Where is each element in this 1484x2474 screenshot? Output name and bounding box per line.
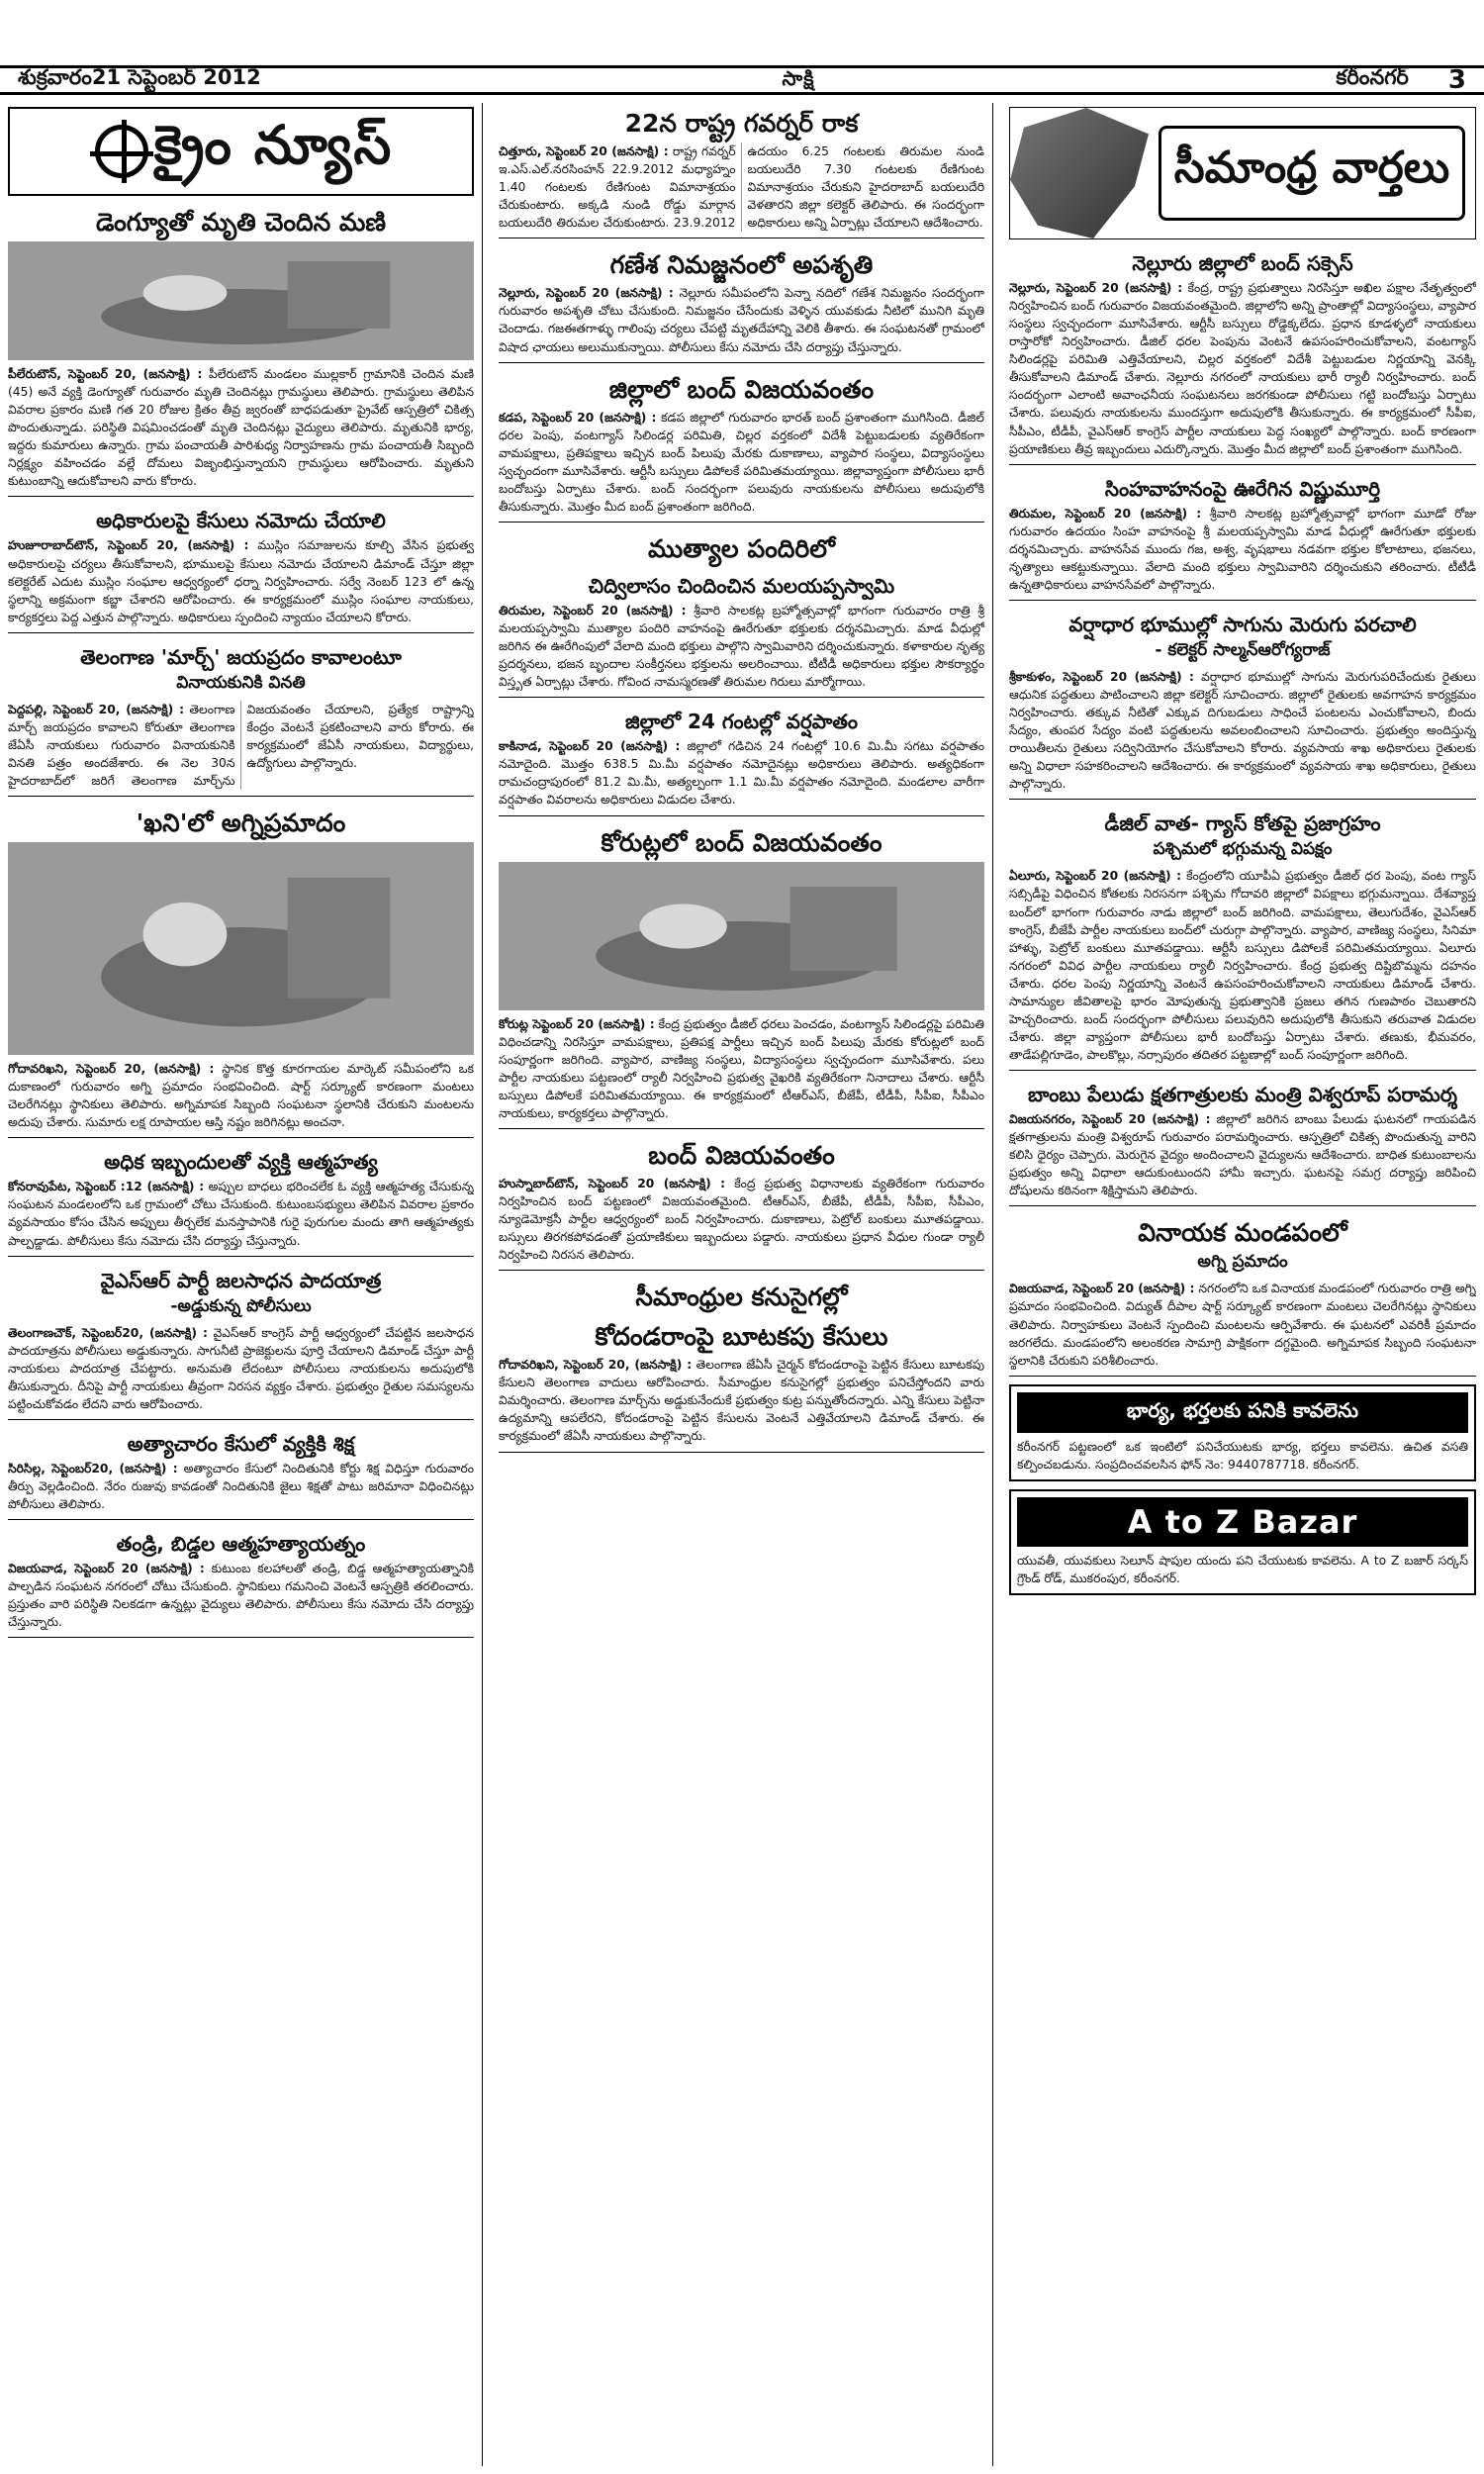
- article-text: కేంద్రంలోని యూపీఏ ప్రభుత్వం డీజిల్ ధర పెంపు, వంట గ్యాస్ సబ్సిడీపై విధించిన కోతలకు నిరసనగా పశ్చిమ గోదావరి జిల్లాలో విపక్షాలు భగ్గుమన్నాయి. దేశవ్యాప్త బంద్‌లో భాగంగా గురువారం నాడు జిల్లాలో బంద్ జరిగింది. వామపక్షాలు, తెలుగుదేశం, వైఎస్ఆర్ కాంగ్రెస్, బీజేపీ పార్టీల నాయకులు బంద్‌లో చురుగ్గా పాల్గొన్నారు. వ్యాపార, వాణిజ్య సంస్థలు, సినిమా హాళ్ళు, పెట్రోల్ బంకులు మూతపడ్డాయి. ఆర్టీసీ బస్సులు డిపోలకే పరిమితమయ్యాయి. ఏలూరు నగరంలో వివిధ పార్టీల నాయకులు ర్యాలీ నిర్వహించారు. కేంద్ర ప్రభుత్వ దిష్టిబొమ్మను దహనం చేశారు. ధరల పెంపు నిర్ణయాన్ని వెంటనే ఉపసంహరించుకోవాలని నాయకులు డిమాండ్ చేశారు. సామాన్యుల జీవితాలపై భారం మోపుతున్న ప్రభుత్వానికి ప్రజలు తగిన గుణపాఠం చెబుతారని హెచ్చరించారు. బంద్ సందర్భంగా పోలీసులు పలువురిని అదుపులోకి తీసుకుని తరువాత విడుదల చేశారు. జిల్లా వ్యాప్తంగా పోలీసులు భారీ బందోబస్తు ఏర్పాటు చేశారు. తణుకు, భీమవరం, తాడేపల్లిగూడెం, పాలకొల్లు, నర్సాపురం తదితర పట్టణాల్లో బంద్ సంపూర్ణంగా జరిగింది.: [1009, 869, 1476, 1062]
- article-body: [8, 365, 474, 490]
- classified-ad-couple: [1009, 1384, 1476, 1481]
- article-body: [8, 1460, 474, 1513]
- newspaper-logo: సాక్షి: [782, 65, 815, 90]
- news-article: [1009, 806, 1476, 1071]
- article-headline: వైఎస్ఆర్ పార్టీ జలసాధన పాదయాత్ర: [100, 1268, 382, 1292]
- news-article: [499, 1316, 984, 1452]
- article-dateline: పీలేరుటౌన్, సెప్టెంబర్ 20, (జనసాక్షి) :: [8, 367, 203, 381]
- article-headline: 'ఖని'లో అగ్నిప్రమాదం: [136, 809, 346, 838]
- article-body: [1009, 668, 1476, 793]
- article-dateline: తిరుమల, సెప్టెంబర్ 20 (జనసాక్షి) :: [1009, 506, 1202, 521]
- article-subheadline: వినాయకునికి వినతి: [176, 672, 306, 693]
- article-text: తెలంగాణ మార్చ్ జయప్రదం కావాలని కోరుతూ తెలంగాణ జేఏసీ నాయకులు గురువారం వినాయకునికి వినతి పత్రం అందజేశారు. ఈ నెల 30న హైదరాబాద్‌లో జరిగే తెలంగాణ మార్చ్‌ను విజయవంతం చేయాలని, ప్రత్యేక రాష్ట్రాన్ని కేంద్రం వెంటనే ప్రకటించాలని వారు కోరారు. ఈ కార్యక్రమంలో జేఏసీ నాయకులు, విద్యార్థులు, ఉద్యోగులు పాల్గొన్నారు.: [8, 702, 474, 788]
- news-article: [8, 1144, 474, 1256]
- article-headline: తెలంగాణ 'మార్చ్' జయప్రదం కావాలంటూ: [80, 644, 402, 669]
- article-text: శ్రీవారి సాలకట్ల బ్రహ్మోత్సవాల్లో భాగంగా మూడో రోజు గురువారం ఉదయం సింహ వాహనంపై శ్రీ మలయప్పస్వామి మాడ వీధుల్లో ఊరేగుతూ భక్తులకు దర్శనమిచ్చారు. వాహనసేవ ముందు గజ, అశ్వ, వృషభాలు నడవగా భక్తుల కోలాటాలు, భజనలు, నృత్యాలు ఆకట్టుకున్నాయి. వేలాది మంది భక్తులు స్వామివారిని దర్శించుకుని తరించారు. టీటీడీ ఉన్నతాధికారులు వాహనసేవలో పాల్గొన్నారు.: [1009, 506, 1476, 592]
- article-headline: వర్షాధార భూముల్లో సాగును మెరుగు పరచాలి: [1068, 612, 1417, 636]
- article-dateline: విజయవాడ, సెప్టెంబర్ 20 (జనసాక్షి) :: [8, 1562, 205, 1576]
- article-headline: కోరుట్లలో బంద్ విజయవంతం: [601, 827, 882, 857]
- article-headline: ముత్యాల పందిరిలో: [648, 533, 835, 563]
- news-article: [499, 568, 984, 698]
- article-text: శ్రీవారి సాలకట్ల బ్రహ్మోత్సవాల్లో భాగంగా గురువారం రాత్రి శ్రీ మలయప్పస్వామి ముత్యాల పందిరి వాహనంపై ఊరేగుతూ భక్తులకు దర్శనమిచ్చారు. మాడ వీధుల్లో జరిగిన ఈ ఊరేగింపులో వేలాది మంది భక్తులు పాల్గొని స్వామివారిని దర్శించుకున్నారు. కళాకారుల నృత్య ప్రదర్శనలు, భజన బృందాల సంకీర్తనలు భక్తులను అలరించాయి. టీటీడీ అధికారులు భక్తుల సౌకర్యార్థం విస్తృత ఏర్పాట్లు చేశారు. గోవింద నామస్మరణతో తిరుమల గిరులు మార్మోగాయి.: [499, 603, 984, 690]
- article-body: [499, 737, 984, 809]
- article-body: [499, 143, 984, 232]
- news-article: [1009, 1077, 1476, 1206]
- article-photo: [8, 842, 474, 1055]
- article-body: [8, 536, 474, 625]
- article-headline: జిల్లాలో 24 గంటల్లో వర్షపాతం: [624, 710, 859, 734]
- article-photo: [8, 241, 474, 360]
- article-text: వైఎస్ఆర్ కాంగ్రెస్ పార్టీ ఆధ్వర్యంలో చేపట్టిన జలసాధన పాదయాత్రను పోలీసులు అడ్డుకున్నారు. సాగునీటి ప్రాజెక్టులను పూర్తి చేయాలని డిమాండ్ చేస్తూ పార్టీ నాయకులు పాదయాత్ర చేపట్టారు. అనుమతి లేదంటూ పోలీసులు నాయకులను అదుపులోకి తీసుకున్నారు. దీనిపై పార్టీ నాయకులు తీవ్రంగా నిరసన వ్యక్తం చేశారు. ప్రభుత్వం రైతుల సమస్యలను పట్టించుకోవడం లేదని వారు ఆరోపించారు.: [8, 1325, 474, 1411]
- news-article: [499, 1277, 984, 1316]
- article-body: [1009, 279, 1476, 458]
- article-body: [499, 409, 984, 516]
- article-text: తెలంగాణ జేఏసీ చైర్మన్ కోదండరాంపై పెట్టిన కేసులు బూటకపు కేసులని తెలంగాణ వాదులు ఆరోపించారు. సీమాంధ్రుల కనుసైగల్లో ప్రభుత్వం పనిచేస్తోందని వారు విమర్శించారు. తెలంగాణ మార్చ్‌ను అడ్డుకునేందుకే ప్రభుత్వం కుట్ర పన్నుతోందన్నారు. ఎన్ని కేసులు పెట్టినా ఉద్యమాన్ని ఆపలేరని, కోదండరాంపై పెట్టిన కేసులను వెంటనే ఎత్తివేయాలని డిమాండ్ చేశారు. ఈ కార్యక్రమంలో జేఏసీ నాయకులు పాల్గొన్నారు.: [499, 1358, 984, 1444]
- seemandhra-news-banner: [1009, 107, 1476, 239]
- article-text: కేంద్ర, రాష్ట్ర ప్రభుత్వాలు నిరసిస్తూ అఖిల పక్షాల నేతృత్వంలో నిర్వహించిన బంద్ గురువారం విజయవంతమైంది. జిల్లాలోని అన్ని ప్రాంతాల్లో విద్యాసంస్థలు, వ్యాపార సంస్థలు స్వచ్ఛందంగా మూసివేశారు. ఆర్టీసీ బస్సులు రోడ్డెక్కలేదు. ప్రధాన కూడళ్ళలో నాయకులు రాస్తారోకో నిర్వహించారు. డీజిల్ ధరల పెంపును వెంటనే ఉపసంహరించుకోవాలని, వంటగ్యాస్ సిలిండర్లపై పరిమితి ఎత్తివేయాలని, చిల్లర వర్తకంలో విదేశీ పెట్టుబడుల నిర్ణయాన్ని వెనక్కి తీసుకోవాలని డిమాండ్ చేశారు. నెల్లూరు నగరంలో నాయకులు భారీ ర్యాలీ నిర్వహించారు. బంద్ సందర్భంగా ఎలాంటి అవాంఛనీయ సంఘటనలు జరగకుండా పోలీసులు గట్టి బందోబస్తు ఏర్పాటు చేశారు. పలువురు నాయకులను ముందస్తుగా అదుపులోకి తీసుకున్నారు. ఈ కార్యక్రమంలో సీపీఐ, సీపీఎం, టీడీపీ, వైఎస్ఆర్ కాంగ్రెస్ పార్టీల నాయకులు పెద్ద సంఖ్యలో పాల్గొన్నారు. బంద్ కారణంగా ప్రయాణికులు తీవ్ర ఇబ్బందులు ఎదుర్కొన్నారు. మొత్తం మీద జిల్లాలో బంద్ ప్రశాంతంగా ముగిసింది.: [1009, 281, 1476, 456]
- article-subheadline: -అడ్డుకున్న పోలీసులు: [170, 1295, 312, 1316]
- article-headline: అధిక ఇబ్బందులతో వ్యక్తి ఆత్మహత్య: [104, 1150, 378, 1175]
- article-body: [8, 1178, 474, 1249]
- article-text: కడప జిల్లాలో గురువారం భారత్ బంద్ ప్రశాంతంగా ముగిసింది. డీజిల్ ధరల పెంపు, వంటగ్యాస్ సిలిండర్ల పరిమితి, చిల్లర వర్తకంలో విదేశీ పెట్టుబడులకు వ్యతిరేకంగా వామపక్షాలు, ప్రతిపక్షాలు ఇచ్చిన బంద్ పిలుపు మేరకు దుకాణాలు, వ్యాపార సంస్థలు, విద్యాసంస్థలు స్వచ్ఛందంగా మూసివేశారు. ఆర్టీసీ బస్సులు డిపోలకే పరిమితమయ్యాయి. జిల్లావ్యాప్తంగా పోలీసులు భారీ బందోబస్తు ఏర్పాటు చేశారు. బంద్ సందర్భంగా పలువురు నాయకులను పోలీసులు అదుపులోకి తీసుకున్నారు. మొత్తం మీద బంద్ ప్రశాంతంగా జరిగింది.: [499, 410, 984, 514]
- article-headline: బాంబు పేలుడు క్షతగాత్రులకు మంత్రి విశ్వరూప్ పరామర్శ: [1028, 1083, 1457, 1107]
- article-text: అత్యాచారం కేసులో నిందితునికి కోర్టు శిక్ష విధిస్తూ గురువారం తీర్పు వెల్లడించింది. నేరం రుజువు కావడంతో నిందితునికి జైలు శిక్షతో పాటు జరిమానా విధించినట్లు పోలీసులు తెలిపారు.: [8, 1461, 474, 1511]
- crosshair-icon: [95, 125, 148, 178]
- news-article: [8, 1426, 474, 1520]
- news-article: [499, 103, 984, 238]
- article-headline: నెల్లూరు జిల్లాలో బంద్ సక్సెస్: [1132, 251, 1353, 275]
- article-dateline: గోదావరిఖని, సెప్టెంబర్ 20, (జనసాక్షి) :: [8, 1062, 215, 1077]
- news-article: [1009, 607, 1476, 800]
- news-article: [8, 503, 474, 632]
- article-body: [8, 1060, 474, 1131]
- article-headline: చిద్విలాసం చిందించిన మలయప్పస్వామి: [588, 573, 895, 598]
- article-body: [1009, 1280, 1476, 1369]
- article-text: జిల్లాలో గడిచిన 24 గంటల్లో 10.6 మి.మీ సగటు వర్షపాతం నమోదైంది. మొత్తం 638.5 మి.మీ వర్షపాతం నమోదైనట్లు అధికారులు తెలిపారు. అత్యధికంగా రామచంద్రాపురంలో 81.2 మి.మీ, అత్యల్పంగా 1.1 మి.మీ వర్షపాతం నమోదైంది. మండలాల వారీగా వర్షపాతం వివరాలను అధికారులు విడుదల చేశారు.: [499, 739, 984, 808]
- article-dateline: ఏలూరు, సెప్టెంబర్ 20 (జనసాక్షి) :: [1009, 869, 1181, 884]
- article-dateline: కోరుట్ల సెప్టెంబర్ 20 (జనసాక్షి) :: [499, 1016, 655, 1031]
- article-headline: వినాయక మండపంలో: [1138, 1218, 1347, 1248]
- news-article: [499, 822, 984, 1129]
- ad-text: కరీంనగర్ పట్టణంలో ఒక ఇంటిలో పనిచేయుటకు భార్య, భర్తలు కావలెను. ఉచిత వసతి కల్పించబడును. సంప్రదించవలసిన ఫోన్ నెం: 9440787718. కరీంనగర్.: [1017, 1439, 1468, 1472]
- ad-heading: A to Z Bazar: [1017, 1497, 1468, 1547]
- state-map-icon: [1010, 108, 1149, 238]
- masthead: [0, 65, 1484, 95]
- article-headline: జిల్లాలో బంద్ విజయవంతం: [608, 374, 875, 404]
- article-dateline: సిరిసిల్ల, సెప్టెంబర్20, (జనసాక్షి) :: [8, 1461, 178, 1475]
- ad-text: యువతీ, యువకులు సెలూన్ షాపుల యందు పని చేయుటకు కావలెను. A to Z బజార్ సర్కస్ గ్రౌండ్ రోడ్, ముకరంపుర, కరీంనగర్.: [1017, 1553, 1468, 1585]
- article-subheadline: - కలెక్టర్ సాల్మన్‌ఆరోగ్యరాజ్: [1155, 639, 1331, 660]
- article-body: [1009, 867, 1476, 1064]
- article-dateline: పెద్దపల్లి, సెప్టెంబర్ 20, (జనసాక్షి) :: [8, 702, 184, 716]
- article-text: కేంద్ర ప్రభుత్వ విధానాలకు వ్యతిరేకంగా గురువారం నిర్వహించిన బంద్ పట్టణంలో విజయవంతమైంది. టీఆర్ఎస్, బీజేపీ, టీడీపీ, సీపీఐ, సీపీఎం, న్యూడెమోక్రసీ పార్టీల ఆధ్వర్యంలో బంద్ నిర్వహించారు. దుకాణాలు, పెట్రోల్ బంకులు మూతపడ్డాయి. బస్సులు తిరగకపోవడంతో ప్రయాణికులు ఇబ్బందులు పడ్డారు. నాయకులు ప్రధాన వీధుల గుండా ర్యాలీ నిర్వహించి నిరసన తెలిపారు.: [499, 1176, 984, 1263]
- article-text: స్థానిక కొత్త కూరగాయల మార్కెట్ సమీపంలోని ఒక దుకాణంలో గురువారం అగ్ని ప్రమాదం సంభవించింది. షార్ట్ సర్క్యూట్ కారణంగా మంటలు చెలరేగినట్లు స్థానికులు తెలిపారు. అగ్నిమాపక సిబ్బంది సంఘటనా స్థలానికి చేరుకుని మంటలను అదుపు చేశారు. సుమారు లక్ష రూపాయల ఆస్తి నష్టం జరిగినట్లు అంచనా.: [8, 1062, 474, 1130]
- article-dateline: శ్రీకాకుళం, సెప్టెంబర్ 20 (జనసాక్షి) :: [1009, 669, 1194, 684]
- article-headline: బంద్ విజయవంతం: [648, 1140, 835, 1170]
- article-headline: గణేశ నిమజ్జనంలో అపశృతి: [609, 250, 874, 280]
- article-dateline: కడప, సెప్టెంబర్ 20 (జనసాక్షి) :: [499, 410, 657, 425]
- news-article: [8, 202, 474, 497]
- news-article: [499, 369, 984, 523]
- article-subheadline: అగ్ని ప్రమాదం: [1197, 1252, 1288, 1273]
- article-body: [8, 1560, 474, 1631]
- article-dateline: చిత్తూరు, సెప్టెంబర్ 20 (జనసాక్షి) :: [499, 144, 669, 158]
- article-headline: డెంగ్యూతో మృతి చెందిన మణి: [95, 208, 387, 237]
- article-body: [499, 1015, 984, 1122]
- article-dateline: హుజూరాబాద్‌టౌన్‌, సెప్టెంబర్‌ 20, (జనసాక్షి) :: [8, 538, 249, 553]
- article-dateline: నెల్లూరు, సెప్టెంబర్ 20 (జనసాక్షి) :: [499, 286, 674, 301]
- article-body: [8, 701, 474, 790]
- article-text: ముస్లిం సమాజులను కూల్చి వేసిన ప్రభుత్వ అధికారులపై చర్యలు తీసుకోవాలని, భూములపై కేసులు నమోదు చేయాలని డిమాండ్ చేస్తూ జిల్లా కలెక్టరేట్ ఎదుట ముస్లిం సంఘాల ఆధ్వర్యంలో ధర్నా నిర్వహించారు. సర్వే నెంబర్ 123 లో ఉన్న స్థలాన్ని అక్రమంగా కబ్జా చేశారని ఆరోపించారు. ఈ కార్యక్రమంలో ముస్లిం సంఘాల నాయకులు, కార్యకర్తలు పెద్ద ఎత్తున పాల్గొన్నారు. అధికారులు స్పందించి న్యాయం చేయాలని కోరారు.: [8, 538, 474, 624]
- news-article: [8, 1526, 474, 1638]
- article-body: [499, 1175, 984, 1264]
- article-text: కేంద్ర ప్రభుత్వం డీజిల్ ధరలు పెంచడం, వంటగ్యాస్ సిలిండర్లపై పరిమితి విధించడాన్ని నిరసిస్తూ వామపక్షాలు, ప్రతిపక్ష పార్టీలు ఇచ్చిన బంద్ పిలుపు మేరకు కోరుట్లలో బంద్ సంపూర్ణంగా జరిగింది. వ్యాపార, వాణిజ్య సంస్థలు, విద్యాసంస్థలు స్వచ్ఛందంగా మూసివేశారు. పలు పార్టీల నాయకులు పట్టణంలో ర్యాలీ నిర్వహించి ప్రభుత్వ వైఖరికి వ్యతిరేకంగా నినాదాలు చేశారు. ఆర్టీసీ బస్సులు డిపోలకే పరిమితమయ్యాయి. ఈ కార్యక్రమంలో టీఆర్ఎస్, బీజేపీ, టీడీపీ, సీపీఐ, సీపీఎం నాయకులు, కార్యకర్తలు పాల్గొన్నారు.: [499, 1016, 984, 1120]
- news-article: [499, 1135, 984, 1271]
- article-text: రాష్ట్ర గవర్నర్ ఇ.ఎస్.ఎల్.నరసింహన్ 22.9.2012 మధ్యాహ్నం 1.40 గంటలకు రేణిగుంట విమానాశ్రయం చేరుకుంటారు. అక్కడి నుండి రోడ్డు మార్గాన బయలుదేరి తిరుమల చేరుకుంటారు. 23.9.2012 ఉదయం 6.25 గంటలకు తిరుమల నుండి బయలుదేరి 7.30 గంటలకు రేణిగుంట విమానాశ్రయం చేరుకుని హైదరాబాద్ బయలుదేరి వెళతారని జిల్లా కలెక్టర్ తెలిపారు. ఈ సందర్భంగా అధికారులు అన్ని ఏర్పాట్లు చేయాలని ఆదేశించారు.: [499, 144, 984, 231]
- issue-date: శుక్రవారం21 సెప్టెంబర్ 2012: [18, 65, 261, 89]
- article-body: [1009, 1110, 1476, 1199]
- news-article: [8, 803, 474, 1138]
- news-article: [499, 244, 984, 362]
- news-article: [1009, 245, 1476, 465]
- article-dateline: కాకినాడ, సెప్టెంబర్ 20 (జనసాక్షి) :: [499, 739, 681, 754]
- article-body: [8, 1324, 474, 1413]
- seemandhra-news-title: సీమాంధ్ర వార్తలు: [1159, 126, 1465, 221]
- article-dateline: విజయవాడ, సెప్టెంబర్ 20 (జనసాక్షి) :: [1009, 1282, 1195, 1296]
- article-dateline: తిరుమల, సెప్టెంబర్ 20 (జనసాక్షి) :: [499, 603, 687, 618]
- news-article: [1009, 471, 1476, 601]
- article-text: నెల్లూరు సమీపంలోని పెన్నా నదిలో గణేశ నిమజ్జనం సందర్భంగా గురువారం అపశృతి చోటు చేసుకుంది. నిమజ్జనం చేసేందుకు వెళ్ళిన యువకుడు నీటిలో మునిగి మృతి చెందాడు. గజఈతగాళ్ళు గాలింపు చర్యలు చేపట్టి మృతదేహాన్ని వెలికి తీశారు. ఈ సంఘటనతో గ్రామంలో విషాద ఛాయలు అలుముకున్నాయి. పోలీసులు కేసు నమోదు చేసి దర్యాప్తు చేస్తున్నారు.: [499, 286, 984, 354]
- article-headline: 22న రాష్ట్ర గవర్నర్ రాక: [624, 109, 859, 138]
- article-photo: [499, 862, 984, 1010]
- article-headline: అత్యాచారం కేసులో వ్యక్తికి శిక్ష: [127, 1431, 355, 1456]
- news-article: [8, 639, 474, 797]
- article-subheadline: పశ్చిమలో భగ్గుమన్న విపక్షం: [1153, 839, 1333, 860]
- article-headline: డీజిల్ వాత- గ్యాస్ కోతపై ప్రజాగ్రహం: [1104, 811, 1381, 836]
- column-left: [0, 103, 483, 2466]
- article-body: [499, 1356, 984, 1445]
- news-article: [8, 1263, 474, 1420]
- article-dateline: హుస్నాబాద్‌టౌన్‌, సెప్టెంబర్ 20 (జనసాక్షి) :: [499, 1176, 726, 1190]
- article-dateline: తెలంగాణచౌక్, సెప్టెంబర్20, (జనసాక్షి) :: [8, 1325, 208, 1340]
- article-headline: అధికారులపై కేసులు నమోదు చేయాలి: [96, 509, 386, 533]
- article-headline: సీమాంధ్రుల కనుసైగల్లో: [635, 1283, 848, 1312]
- column-right: [1001, 103, 1484, 2466]
- article-text: జిల్లాలో జరిగిన బాంబు పేలుడు ఘటనలో గాయపడిన క్షతగాత్రులను మంత్రి విశ్వరూప్ గురువారం పరామర్శించారు. ఆస్పత్రిలో చికిత్స పొందుతున్న వారిని కలిసి ధైర్యం చెప్పారు. మెరుగైన వైద్యం అందించాలని వైద్యులను ఆదేశించారు. బాధిత కుటుంబాలను ప్రభుత్వం అన్ని విధాలా ఆదుకుంటుందని హామీ ఇచ్చారు. ఘటనపై సమగ్ర దర్యాప్తు జరిపించి దోషులను కఠినంగా శిక్షిస్తామని తెలిపారు.: [1009, 1112, 1476, 1198]
- article-text: పీలేరుటౌన్ మండలం ముల్లకార్ గ్రామానికి చెందిన మణి (45) అనే వ్యక్తి డెంగ్యూతో గురువారం మృతి చెందినట్లు గ్రామస్థులు తెలిపారు. గ్రామస్థులు తెలిపిన వివరాల ప్రకారం మణి గత 20 రోజుల క్రితం తీవ్ర జ్వరంతో బాధపడుతూ ప్రైవేట్ ఆస్పత్రిలో చికిత్స పొందుతున్నాడు. పరిస్థితి విషమించడంతో మృతి చెందినట్లు వైద్యులు తెలిపారు. మృతునికి భార్య, ఇద్దరు కుమారులు ఉన్నారు. గ్రామ పంచాయతీ పారిశుధ్య నిర్వాహణను గ్రామ పంచాయతీ సిబ్బంది నిర్లక్ష్యం వహించడం వల్లే దోమలు విజృంభిస్తున్నాయని గ్రామస్థులు ఆరోపించారు. మృతుని కుటుంబాన్ని ఆదుకోవాలని వారు కోరారు.: [8, 367, 474, 489]
- article-text: కుటుంబ కలహాలతో తండ్రి, బిడ్డ ఆత్మహత్యాయత్నానికి పాల్పడిన సంఘటన నగరంలో చోటు చేసుకుంది. స్థానికులు గమనించి వెంటనే ఆస్పత్రికి తరలించారు. ప్రస్తుతం వారి పరిస్థితి నిలకడగా ఉన్నట్లు వైద్యులు తెలిపారు. పోలీసులు కేసు నమోదు చేసి దర్యాప్తు చేస్తున్నారు.: [8, 1562, 474, 1630]
- article-dateline: గోదావరిఖని, సెప్టెంబర్ 20, (జనసాక్షి) :: [499, 1358, 693, 1373]
- page-number: 3: [1447, 65, 1466, 95]
- article-dateline: నెల్లూరు, సెప్టెంబర్ 20 (జనసాక్షి) :: [1009, 281, 1183, 295]
- news-article: [1009, 1212, 1476, 1376]
- article-headline: కోదండరాంపై బూటకపు కేసులు: [595, 1322, 888, 1352]
- classified-ad-bazar: [1009, 1489, 1476, 1595]
- news-article: [499, 528, 984, 568]
- edition-city: కరీంనగర్: [1336, 65, 1409, 89]
- article-body: [499, 602, 984, 691]
- article-text: నగరంలోని ఒక వినాయక మండపంలో గురువారం రాత్రి అగ్ని ప్రమాదం సంభవించింది. విద్యుత్ దీపాల షార్ట్ సర్క్యూట్ కారణంగా మంటలు చెలరేగినట్లు స్థానికులు తెలిపారు. నిర్వాహకులు వెంటనే స్పందించి మంటలను ఆర్పివేశారు. ఈ ఘటనలో ఎవరికీ ప్రమాదం జరగలేదు. మండపంలోని అలంకరణ సామాగ్రి పాక్షికంగా దగ్ధమైంది. అగ్నిమాపక సిబ్బంది సంఘటనా స్థలానికి చేరుకుని పరిశీలించారు.: [1009, 1282, 1476, 1368]
- article-dateline: కోనరావుపేట, సెప్టెంబర్ :12 (జనసాక్షి) :: [8, 1180, 205, 1194]
- crime-news-title: క్రైం న్యూస్: [153, 113, 394, 176]
- article-text: వర్షాధార భూముల్లో సాగును మెరుగుపరిచేందుకు రైతులు ఆధునిక పద్ధతులు పాటించాలని జిల్లా కలెక్టర్ సూచించారు. జిల్లాలో రైతులకు అవగాహన కార్యక్రమం నిర్వహించారు. తక్కువ నీటితో ఎక్కువ దిగుబడులు సాధించే పంటలను ఎంచుకోవాలని, బిందు సేద్యం, తుంపర సేద్యం వంటి పద్ధతులను అవలంబించాలని సూచించారు. ప్రభుత్వం అందిస్తున్న రాయితీలను రైతులు సద్వినియోగం చేసుకోవాలని కోరారు. వ్యవసాయ శాఖ అధికారులు రైతులకు అన్ని విధాలా సహకరించాలని ఆదేశించారు. ఈ కార్యక్రమంలో వ్యవసాయ శాఖ అధికారులు, రైతులు పాల్గొన్నారు.: [1009, 669, 1476, 792]
- article-headline: తండ్రి, బిడ్డల ఆత్మహత్యాయత్నం: [116, 1532, 366, 1557]
- article-text: అప్పుల బాధలు భరించలేక ఓ వ్యక్తి ఆత్మహత్య చేసుకున్న సంఘటన మండలంలోని ఒక గ్రామంలో చోటు చేసుకుంది. కుటుంబసభ్యులు తెలిపిన వివరాల ప్రకారం వ్యవసాయం కోసం చేసిన అప్పులు తీర్చలేక మనస్తాపానికి గురై పురుగుల మందు తాగి ఆత్మహత్యకు పాల్పడ్డాడు. పోలీసులు కేసు నమోదు చేసి దర్యాప్తు చేస్తున్నారు.: [8, 1180, 474, 1248]
- article-body: [1009, 505, 1476, 594]
- column-middle: [491, 103, 993, 2466]
- ad-heading: భార్య, భర్తలకు పనికి కావలెను: [1017, 1392, 1468, 1433]
- article-body: [499, 284, 984, 355]
- news-article: [499, 704, 984, 815]
- article-dateline: విజయనగరం, సెప్టెంబర్ 20 (జనసాక్షి) :: [1009, 1112, 1211, 1127]
- crime-news-banner: [8, 107, 474, 196]
- article-headline: సింహవాహనంపై ఊరేగిన విష్ణుమూర్తి: [1104, 476, 1381, 501]
